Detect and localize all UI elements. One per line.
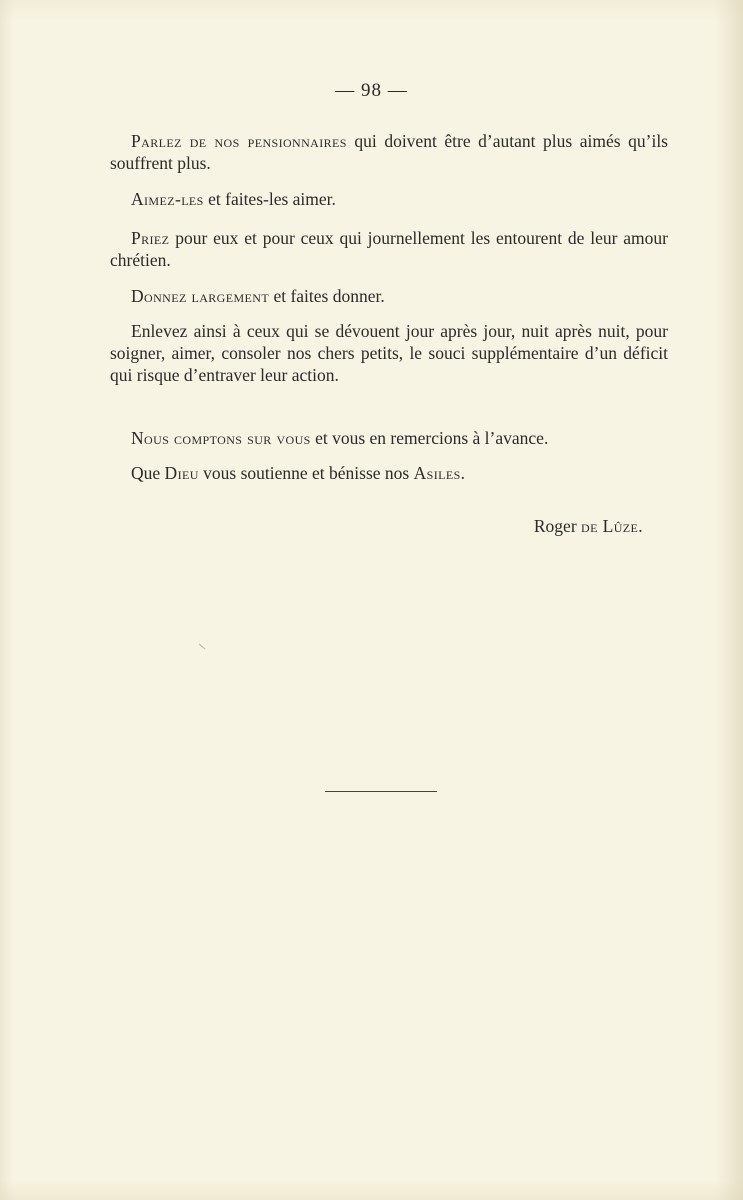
paragraph-7-end: . <box>460 463 466 483</box>
paragraph-3-text: pour eux et pour ceux qui journellement les entourent de leur amour chrétien. <box>110 228 668 270</box>
signature <box>534 515 643 537</box>
paragraph-6 <box>110 427 668 449</box>
paragraph-2-text: et faites-les aimer. <box>203 189 336 209</box>
paragraph-4-lead: Donnez largement <box>131 286 270 306</box>
paragraph-1 <box>110 130 668 174</box>
paragraph-5 <box>110 320 668 386</box>
paragraph-6-lead: Nous comptons sur vous <box>131 428 311 448</box>
paragraph-7-pre: Que <box>131 463 165 483</box>
paragraph-6-text: et vous en remercions à l’avance. <box>310 428 549 448</box>
paragraph-2-lead: Aimez-les <box>131 189 204 209</box>
paragraph-1-lead: Parlez de nos pensionnaires <box>131 131 347 151</box>
paragraph-3 <box>110 227 668 271</box>
signature-particle: de <box>581 516 598 536</box>
paragraph-5-text: Enlevez ainsi à ceux qui se dévouent jour après jour, nuit après nuit, pour soigner, aimer, consoler nos chers petits, le souci supplémentaire d’un déficit qui risque d’entraver leur action. <box>110 321 668 385</box>
paragraph-3-lead: Priez <box>131 228 170 248</box>
paragraph-4-text: et faites donner. <box>269 286 385 306</box>
stray-ink-mark <box>199 644 206 650</box>
signature-last-name: Lûze. <box>597 516 643 536</box>
paragraph-7-mid: vous soutienne et bénisse nos <box>198 463 414 483</box>
paragraph-2 <box>110 188 668 210</box>
page-number: — 98 — <box>335 80 408 101</box>
paragraph-7-dieu: Dieu <box>164 463 199 483</box>
paragraph-7-asiles: Asiles <box>413 463 461 483</box>
end-rule-divider <box>325 791 437 792</box>
paragraph-1-text: qui doivent être d’autant plus aimés qu’ils souffrent plus. <box>110 131 668 173</box>
paragraph-4 <box>110 285 668 307</box>
paragraph-7 <box>110 462 668 484</box>
signature-first-name: Roger <box>533 516 582 536</box>
